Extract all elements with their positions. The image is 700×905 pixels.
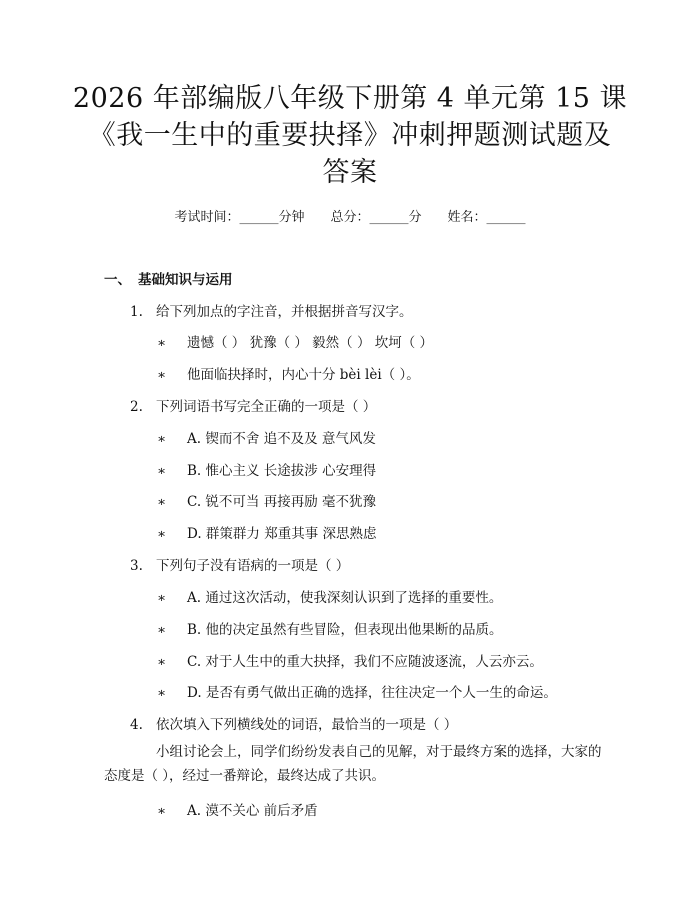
question-3 bbox=[130, 554, 349, 574]
option-text: C. 锐不可当 再接再励 毫不犹豫 bbox=[187, 494, 377, 510]
option-a bbox=[157, 427, 376, 447]
list-item bbox=[157, 331, 433, 351]
bullet: ∗ bbox=[157, 590, 167, 606]
option-b bbox=[157, 459, 376, 479]
title-line-1: 2026 年部编版八年级下册第 4 单元第 15 课 bbox=[72, 83, 628, 114]
bullet: ∗ bbox=[157, 494, 167, 510]
list-item-text: 遗憾（ ） 犹豫（ ） 毅然（ ） 坎坷（ ） bbox=[187, 335, 434, 351]
option-text: D. 群策群力 郑重其事 深思熟虑 bbox=[187, 526, 377, 542]
bullet: ∗ bbox=[157, 367, 167, 383]
bullet: ∗ bbox=[157, 685, 167, 701]
bullet: ∗ bbox=[157, 622, 167, 638]
option-text: D. 是否有勇气做出正确的选择，往往决定一个人一生的命运。 bbox=[187, 685, 557, 701]
question-number: 1. bbox=[130, 304, 143, 320]
list-item-text: 他面临抉择时，内心十分 bèi lèi（ ）。 bbox=[187, 367, 420, 383]
option-c bbox=[157, 650, 543, 670]
title-line-3: 答案 bbox=[322, 157, 378, 188]
exam-meta bbox=[0, 206, 700, 225]
bullet: ∗ bbox=[157, 431, 167, 447]
option-a bbox=[157, 586, 502, 606]
question-number: 4. bbox=[130, 717, 143, 733]
document-title bbox=[60, 80, 640, 191]
option-b bbox=[157, 618, 503, 638]
option-text: A. 通过这次活动，使我深刻认识到了选择的重要性。 bbox=[187, 590, 503, 606]
bullet: ∗ bbox=[157, 463, 167, 479]
question-2 bbox=[130, 395, 376, 415]
question-text: 依次填入下列横线处的词语，最恰当的一项是（ ） bbox=[156, 717, 458, 733]
list-item bbox=[157, 363, 420, 383]
option-c bbox=[157, 490, 376, 510]
option-text: B. 他的决定虽然有些冒险，但表现出他果断的品质。 bbox=[187, 622, 503, 638]
section-number: 一、 bbox=[104, 272, 131, 288]
option-text: A. 锲而不舍 追不及及 意气风发 bbox=[187, 431, 376, 447]
bullet: ∗ bbox=[157, 654, 167, 670]
option-a bbox=[157, 799, 318, 819]
question-4 bbox=[130, 713, 457, 733]
title-line-2: 《我一生中的重要抉择》冲刺押题测试题及 bbox=[88, 120, 612, 151]
bullet: ∗ bbox=[157, 526, 167, 542]
question-number: 3. bbox=[130, 558, 143, 574]
section-heading bbox=[104, 268, 233, 288]
option-d bbox=[157, 681, 557, 701]
option-text: A. 漠不关心 前后矛盾 bbox=[187, 803, 318, 819]
exam-time: 考试时间：______分钟 bbox=[174, 210, 305, 225]
student-name: 姓名：______ bbox=[447, 210, 526, 225]
option-d bbox=[157, 522, 377, 542]
bullet: ∗ bbox=[157, 335, 167, 351]
exam-score: 总分：______分 bbox=[330, 210, 422, 225]
section-title: 基础知识与运用 bbox=[138, 272, 233, 288]
option-text: B. 惟心主义 长途拔涉 心安理得 bbox=[187, 463, 377, 479]
question-number: 2. bbox=[130, 399, 143, 415]
bullet: ∗ bbox=[157, 803, 167, 819]
question-passage: 小组讨论会上，同学们纷纷发表自己的见解，对于最终方案的选择，大家的态度是（ ），经过一番辩论，最终达成了共识。 bbox=[104, 744, 602, 784]
question-1 bbox=[130, 300, 413, 320]
question-text: 下列词语书写完全正确的一项是（ ） bbox=[156, 399, 377, 415]
question-text: 下列句子没有语病的一项是（ ） bbox=[156, 558, 350, 574]
option-text: C. 对于人生中的重大抉择，我们不应随波逐流，人云亦云。 bbox=[187, 654, 543, 670]
question-text: 给下列加点的字注音，并根据拼音写汉字。 bbox=[156, 304, 413, 320]
